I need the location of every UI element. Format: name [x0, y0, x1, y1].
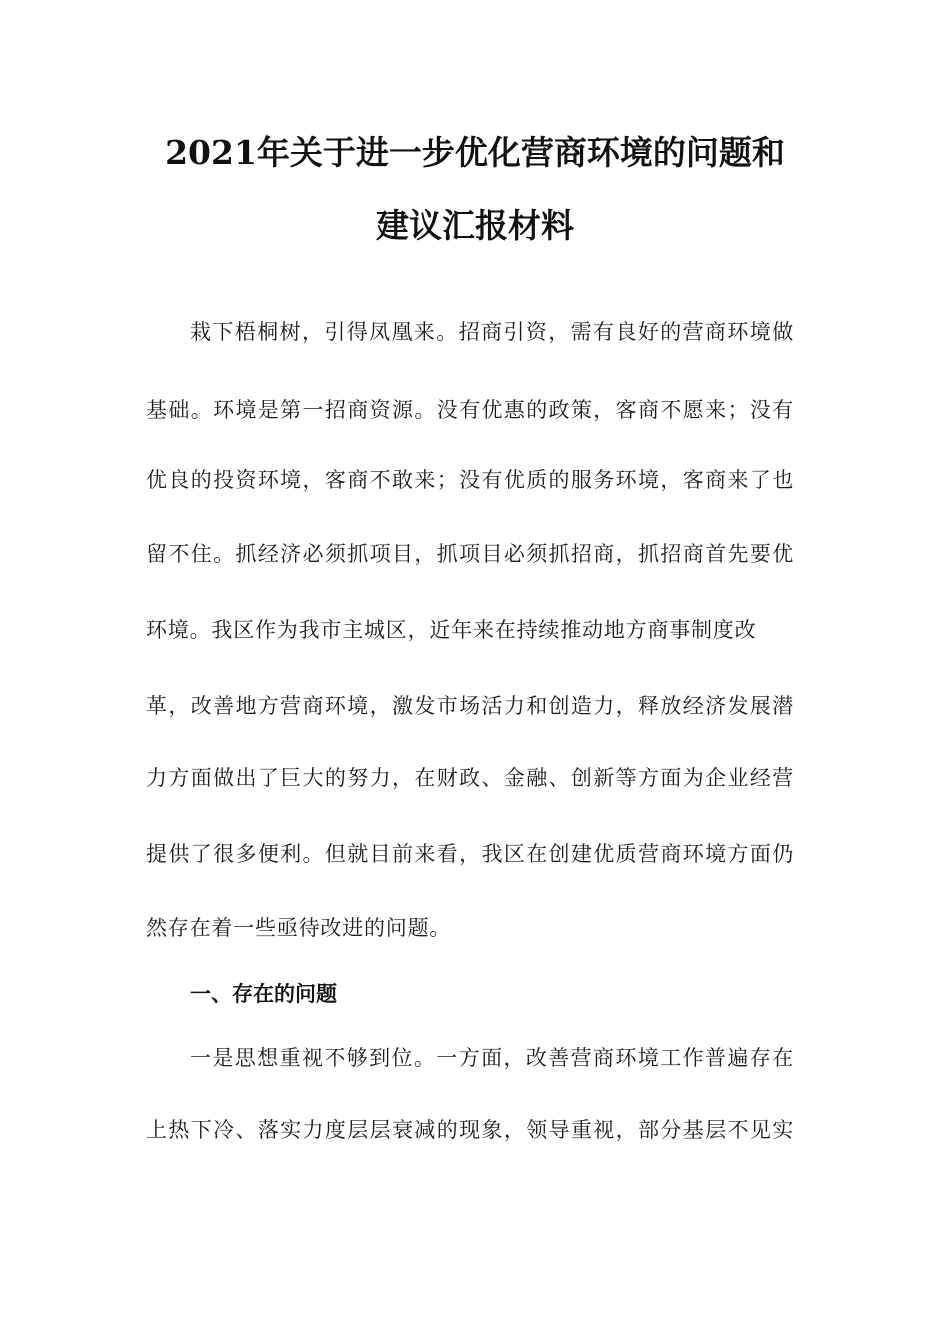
paragraph-line: 环境。我区作为我市主城区，近年来在持续推动地方商事制度改 — [146, 618, 757, 642]
paragraph-line: 优良的投资环境，客商不敢来；没有优质的服务环境，客商来了也 — [146, 468, 794, 492]
paragraph-line: 留不住。抓经济必须抓项目，抓项目必须抓招商，抓招商首先要优 — [146, 542, 794, 566]
paragraph-line: 然存在着一些亟待改进的问题。 — [146, 916, 452, 940]
paragraph-line: 栽下梧桐树，引得凤凰来。招商引资，需有良好的营商环境做 — [190, 320, 794, 344]
document-title-line-1: 2021年关于进一步优化营商环境的问题和 — [165, 133, 785, 172]
paragraph-line: 力方面做出了巨大的努力，在财政、金融、创新等方面为企业经营 — [146, 766, 794, 790]
paragraph-line: 一是思想重视不够到位。一方面，改善营商环境工作普遍存在 — [190, 1046, 794, 1070]
paragraph-line: 提供了很多便利。但就目前来看，我区在创建优质营商环境方面仍 — [146, 842, 794, 866]
section-heading: 一、存在的问题 — [190, 982, 337, 1006]
document-title-line-2: 建议汇报材料 — [376, 206, 574, 245]
paragraph-line: 革，改善地方营商环境，激发市场活力和创造力，释放经济发展潜 — [146, 694, 794, 718]
paragraph-line: 上热下冷、落实力度层层衰减的现象，领导重视，部分基层不见实 — [146, 1118, 794, 1142]
paragraph-line: 基础。环境是第一招商资源。没有优惠的政策，客商不愿来；没有 — [146, 398, 794, 422]
